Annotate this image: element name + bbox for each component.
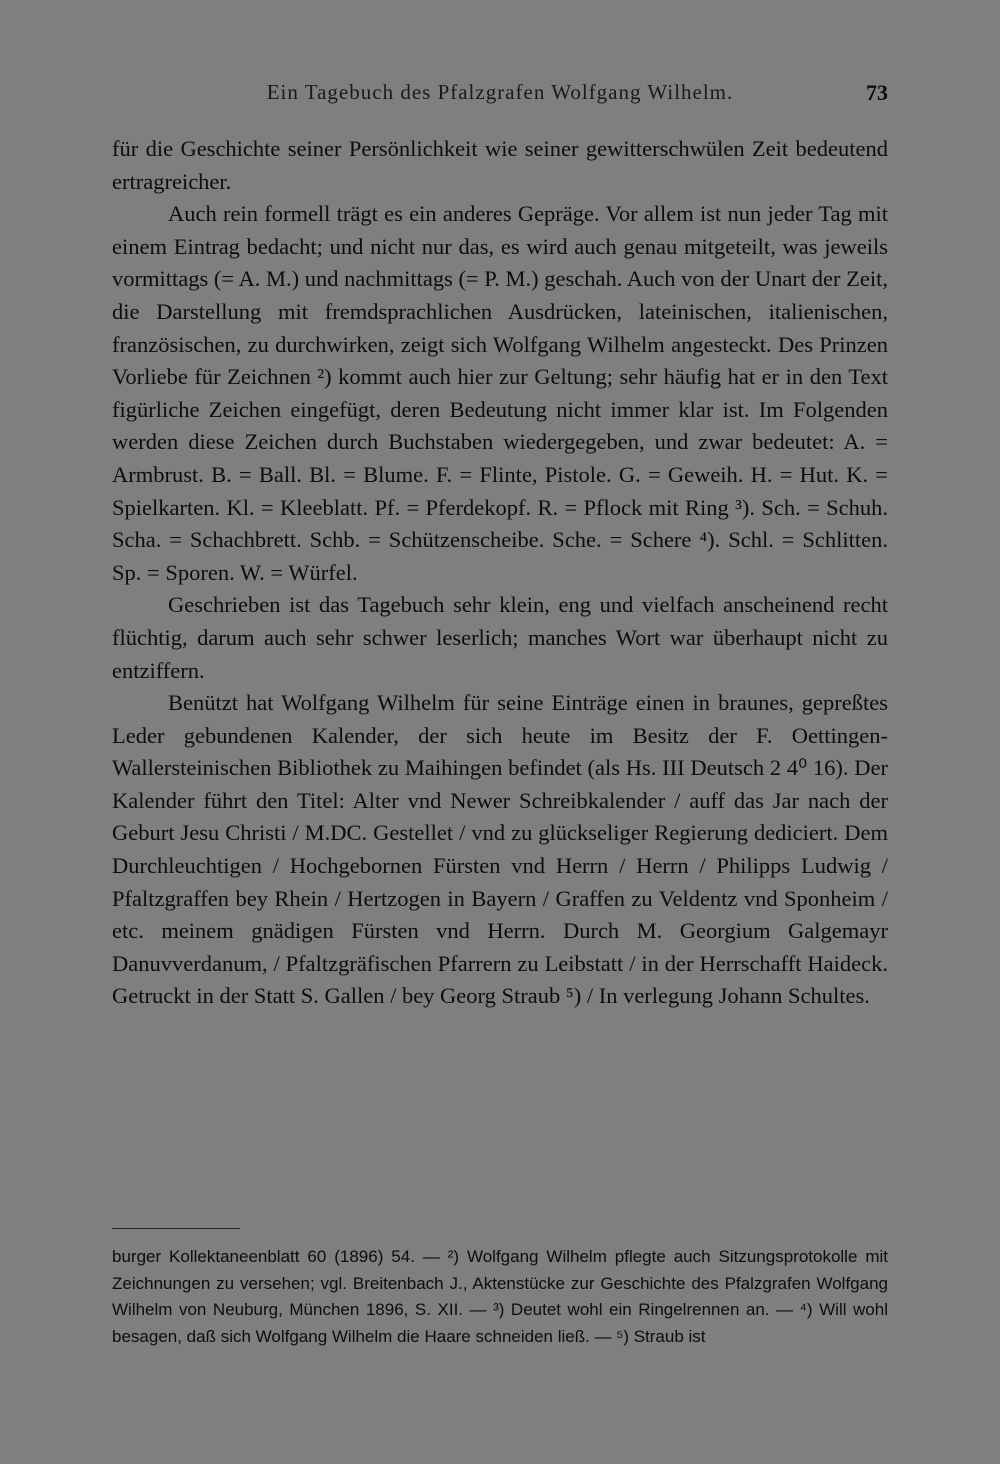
footnotes bbox=[112, 1244, 888, 1350]
main-text bbox=[112, 133, 888, 1013]
page-header bbox=[112, 80, 888, 110]
page-number: 73 bbox=[866, 80, 888, 105]
paragraph: für die Geschichte seiner Persönlichkeit wie seiner gewitterschwülen Zeit bedeutend ertragreicher. bbox=[112, 136, 888, 194]
paragraph: Benützt hat Wolfgang Wilhelm für seine Einträge einen in braunes, gepreßtes Leder gebundenen Kalender, der sich heute im Besitz der F. Oettingen-Wallersteinischen Bibliothek zu Maihingen befindet (als Hs. III Deutsch 2 4⁰ 16). Der Kalender führt den Titel: Alter vnd Newer Schreibkalender / auff das Jar nach der Geburt Jesu Christi / M.DC. Gestellet / vnd zu glückseliger Regierung dediciert. Dem Durchleuchtigen / Hochgebornen Fürsten vnd Herrn / Herrn / Philipps Ludwig / Pfaltzgraffen bey Rhein / Hertzogen in Bayern / Graffen zu Veldentz vnd Sponheim / etc. meinem gnädigen Fürsten vnd Herrn. Durch M. Georgium Galgemayr Danuvverdanum, / Pfaltzgräfischen Pfarrern zu Leibstatt / in der Herrschafft Haideck. Getruckt in der Statt S. Gallen / bey Georg Straub ⁵) / In verlegung Johann Schultes. bbox=[112, 690, 888, 1009]
paragraph: Auch rein formell trägt es ein anderes Gepräge. Vor allem ist nun jeder Tag mit einem Eintrag bedacht; und nicht nur das, es wird auch genau mitgeteilt, was jeweils vormittags (= A. M.) und nachmittags (= P. M.) geschah. Auch von der Unart der Zeit, die Darstellung mit fremdsprachlichen Ausdrücken, lateinischen, italienischen, französischen, zu durchwirken, zeigt sich Wolfgang Wilhelm angesteckt. Des Prinzen Vorliebe für Zeichnen ²) kommt auch hier zur Geltung; sehr häufig hat er in den Text figürliche Zeichen eingefügt, deren Bedeutung nicht immer klar ist. Im Folgenden werden diese Zeichen durch Buchstaben wiedergegeben, und zwar bedeutet: A. = Armbrust. B. = Ball. Bl. = Blume. F. = Flinte, Pistole. G. = Geweih. H. = Hut. K. = Spielkarten. Kl. = Kleeblatt. Pf. = Pferdekopf. R. = Pflock mit Ring ³). Sch. = Schuh. Scha. = Schachbrett. Schb. = Schützenscheibe. Sche. = Schere ⁴). Schl. = Schlitten. Sp. = Sporen. W. = Würfel. bbox=[112, 201, 888, 585]
footnote-divider bbox=[112, 1228, 240, 1229]
footnote-text: burger Kollektaneenblatt 60 (1896) 54. — ²) Wolfgang Wilhelm pflegte auch Sitzungsprotokolle mit Zeichnungen zu versehen; vgl. Breitenbach J., Aktenstücke zur Geschichte des Pfalzgrafen Wolfgang Wilhelm von Neuburg, München 1896, S. XII. — ³) Deutet wohl ein Ringelrennen an. — ⁴) Will wohl besagen, daß sich Wolfgang Wilhelm die Haare schneiden ließ. — ⁵) Straub ist bbox=[112, 1247, 888, 1346]
paragraph: Geschrieben ist das Tagebuch sehr klein, eng und vielfach anscheinend recht flüchtig, darum auch sehr schwer leserlich; manches Wort war überhaupt nicht zu entziffern. bbox=[112, 592, 888, 683]
running-title: Ein Tagebuch des Pfalzgrafen Wolfgang Wilhelm. bbox=[266, 80, 734, 104]
